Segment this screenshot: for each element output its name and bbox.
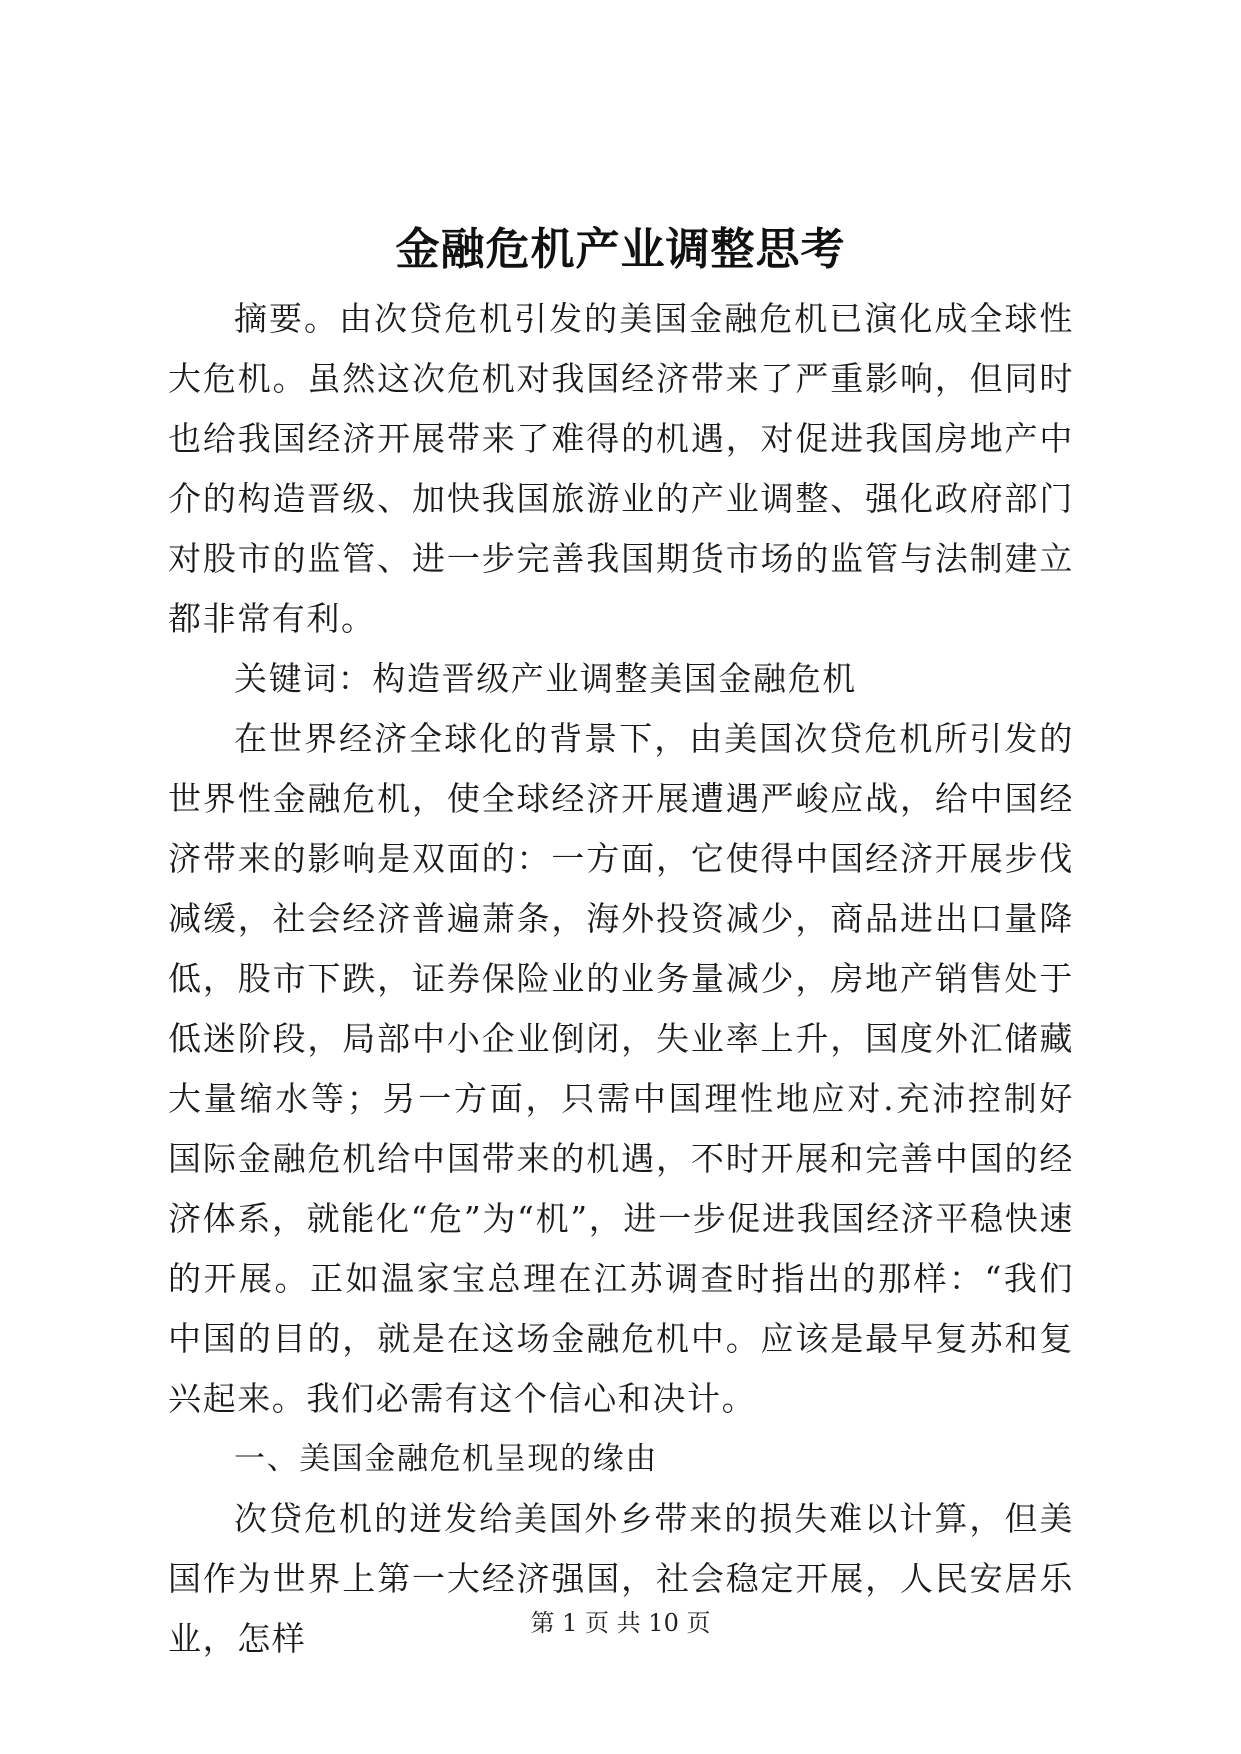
- page-footer: 第 1 页 共 10 页: [530, 1609, 711, 1637]
- keywords-paragraph: 关键词：构造晋级产业调整美国金融危机: [234, 659, 857, 698]
- page-title: 金融危机产业调整思考: [395, 224, 846, 275]
- section-heading: 一、美国金融危机呈现的缘由: [234, 1441, 658, 1477]
- body-paragraph: 次贷危机的迸发给美国外乡带来的损失难以计算，但美国作为世界上第一大经济强国，社会稳定开展，人民安居乐业，怎样: [168, 1499, 1074, 1658]
- document-body: [168, 289, 1074, 1669]
- body-paragraph: 在世界经济全球化的背景下，由美国次贷危机所引发的世界性金融危机，使全球经济开展遭遇严峻应战，给中国经济带来的影响是双面的：一方面，它使得中国经济开展步伐减缓，社会经济普遍萧条，海外投资减少，商品进出口量降低，股市下跌，证券保险业的业务量减少，房地产销售处于低迷阶段，局部中小企业倒闭，失业率上升，国度外汇储藏大量缩水等；另一方面，只需中国理性地应对.充沛控制好国际金融危机给中国带来的机遇，不时开展和完善中国的经济体系，就能化“危”为“机”，进一步促进我国经济平稳快速的开展。正如温家宝总理在江苏调查时指出的那样：“我们中国的目的，就是在这场金融危机中。应该是最早复苏和复兴起来。我们必需有这个信心和决计。: [168, 719, 1074, 1418]
- abstract-paragraph: 摘要。由次贷危机引发的美国金融危机已演化成全球性大危机。虽然这次危机对我国经济带来了严重影响，但同时也给我国经济开展带来了难得的机遇，对促进我国房地产中介的构造晋级、加快我国旅游业的产业调整、强化政府部门对股市的监管、进一步完善我国期货市场的监管与法制建立都非常有利。: [168, 299, 1074, 638]
